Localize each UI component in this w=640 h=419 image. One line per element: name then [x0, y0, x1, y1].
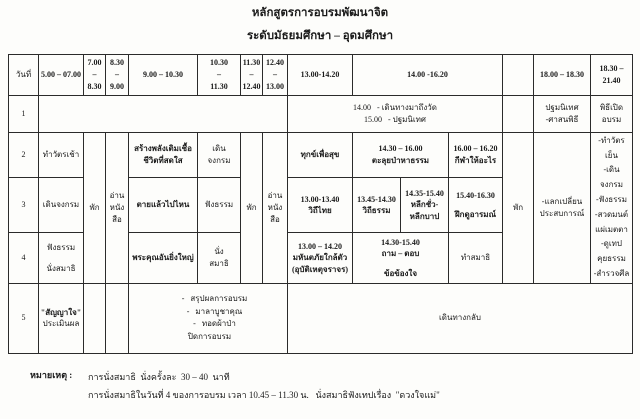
cell-day1-opening-ceremony: พิธีเปิดอบรม	[591, 95, 633, 132]
header-cell-0900-1030: 9.00 – 10.30	[129, 54, 198, 95]
cell-day3-session-3: 14.35-15.40 หลีกชั่ว- หลีกบาป	[401, 178, 449, 233]
cell-day3-number: 3	[9, 178, 39, 233]
cell-day5-empty-2	[106, 283, 129, 353]
cell-day3-dhamma-topic: ตายแล้วไปไหน	[129, 178, 198, 233]
cell-reading-mid: อ่าน หนัง สือ	[263, 132, 288, 283]
title-line-2: ระดับมัธยมศึกษา – อุดมศึกษา	[246, 30, 394, 43]
header-cell-1300-1420: 13.00-14.20	[288, 54, 353, 95]
cell-day4-dhamma-topic: พระคุณอันยิ่งใหญ่	[129, 233, 198, 283]
cell-day1-orientation: ปฐมนิเทศ -ศาสนพิธี	[534, 95, 591, 132]
cell-day1-break-empty	[503, 95, 534, 132]
cell-day2-activity-1: 14.30 – 16.00 ตะลุยป่าหาธรรม	[353, 132, 449, 177]
header-cell-0500-0700: 5.00 – 07.00	[39, 54, 84, 95]
cell-day1-number: 1	[9, 95, 39, 132]
header-cell-1130-1240: 11.30 – 12.40	[241, 54, 263, 95]
cell-break-right: พัก	[503, 132, 534, 283]
header-cell-day: วันที่	[9, 54, 39, 95]
cell-evening-program: -ทำวัตรเย็น -เดินจงกรม -ฟังธรรม -สวดมนต์ แผ่เมตตา -ดูเทป คุยธรรม -สำรวจศีล	[591, 132, 633, 283]
cell-day2-dhamma-topic: สร้างพลังเติมเชื้อ ชีวิตที่สดใส	[129, 132, 198, 177]
cell-day5-number: 5	[9, 283, 39, 353]
footnote-lines	[88, 368, 440, 404]
header-cell-1400-1620: 14.00 -16.20	[353, 54, 503, 95]
cell-day5-evaluation: "สัญญาใจ" ประเมินผล	[39, 283, 84, 353]
cell-day2-activity-2: 16.00 – 16.20 กีฬาให้อะไร	[449, 132, 503, 177]
cell-day2-morning-chant: ทำวัตรเช้า	[39, 132, 84, 177]
cell-day2-afternoon-talk: ทุกข์เพื่อสุข	[288, 132, 353, 177]
cell-day3-walking-meditation: เดินจงกรม	[39, 178, 84, 233]
cell-experience-exchange: -แลกเปลี่ยน ประสบการณ์	[534, 132, 591, 283]
cell-day3-session-1: 13.00-13.40 วิถีไทย	[288, 178, 353, 233]
day2-row	[9, 132, 633, 177]
cell-day3-session-2: 13.45-14.30 วิถีธรรม	[353, 178, 401, 233]
cell-day4-sitting-meditation: นั่ง สมาธิ	[198, 233, 241, 283]
document-title	[0, 6, 640, 44]
cell-day4-lecture: 13.00 – 14.20 มหันตภัยใกล้ตัว (อุบัติเหตุจราจร)	[288, 233, 353, 283]
cell-day5-travel-back: เดินทางกลับ	[288, 283, 633, 353]
footnote	[30, 368, 640, 404]
cell-day3-listen-dhamma: ฟังธรรม	[198, 178, 241, 233]
footnote-line-1: การนั่งสมาธิ นั่งครั้งละ 30 – 40 นาที	[88, 371, 230, 382]
cell-day2-walking-meditation: เดิน จงกรม	[198, 132, 241, 177]
cell-day1-empty	[39, 95, 288, 132]
footnote-label: หมายเหตุ :	[30, 369, 73, 380]
header-cell-0830-0900: 8.30 – 9.00	[106, 54, 129, 95]
header-row	[9, 54, 633, 95]
cell-day4-morning: ฟังธรรม นั่งสมาธิ	[39, 233, 84, 283]
cell-break-left: พัก	[84, 132, 106, 283]
day5-row	[9, 283, 633, 353]
cell-day2-number: 2	[9, 132, 39, 177]
cell-day4-question-answer: 14.30-15.40 ถาม – ตอบ ข้อข้องใจ	[353, 233, 449, 283]
header-cell-0700-0830: 7.00 – 8.30	[84, 54, 106, 95]
header-cell-1030-1130: 10.30 – 11.30	[198, 54, 241, 95]
cell-day4-number: 4	[9, 233, 39, 283]
header-cell-break	[503, 54, 534, 95]
title-line-1: หลักสูตรการอบรมพัฒนาจิต	[251, 7, 389, 19]
header-cell-1830-2140: 18.30 – 21.40	[591, 54, 633, 95]
cell-day5-closing-activities: - สรุปผลการอบรม - มาลาบูชาคุณ - ทอดผ้าป่า ปิดการอบรม	[129, 283, 288, 353]
cell-day1-arrival: 14.00 - เดินทางมาถึงวัด 15.00 - ปฐมนิเทศ	[288, 95, 503, 132]
cell-break-mid: พัก	[241, 132, 263, 283]
header-cell-1800-1830: 18.00 – 18.30	[534, 54, 591, 95]
cell-reading-left: อ่าน หนัง สือ	[106, 132, 129, 283]
schedule-table	[8, 54, 633, 354]
footnote-line-2: การนั่งสมาธิในวันที่ 4 ของการอบรม เวลา 10.45 – 11.30 น. นั่งสมาธิฟังเทปเรื่อง "ดวงใจแม่"	[88, 389, 440, 400]
day1-row	[9, 95, 633, 132]
cell-day5-empty-1	[84, 283, 106, 353]
header-cell-1240-1300: 12.40 – 13.00	[263, 54, 288, 95]
cell-day4-meditation: ทำสมาธิ	[449, 233, 503, 283]
cell-day3-session-4: 15.40-16.30 ฝึกดูอารมณ์	[449, 178, 503, 233]
